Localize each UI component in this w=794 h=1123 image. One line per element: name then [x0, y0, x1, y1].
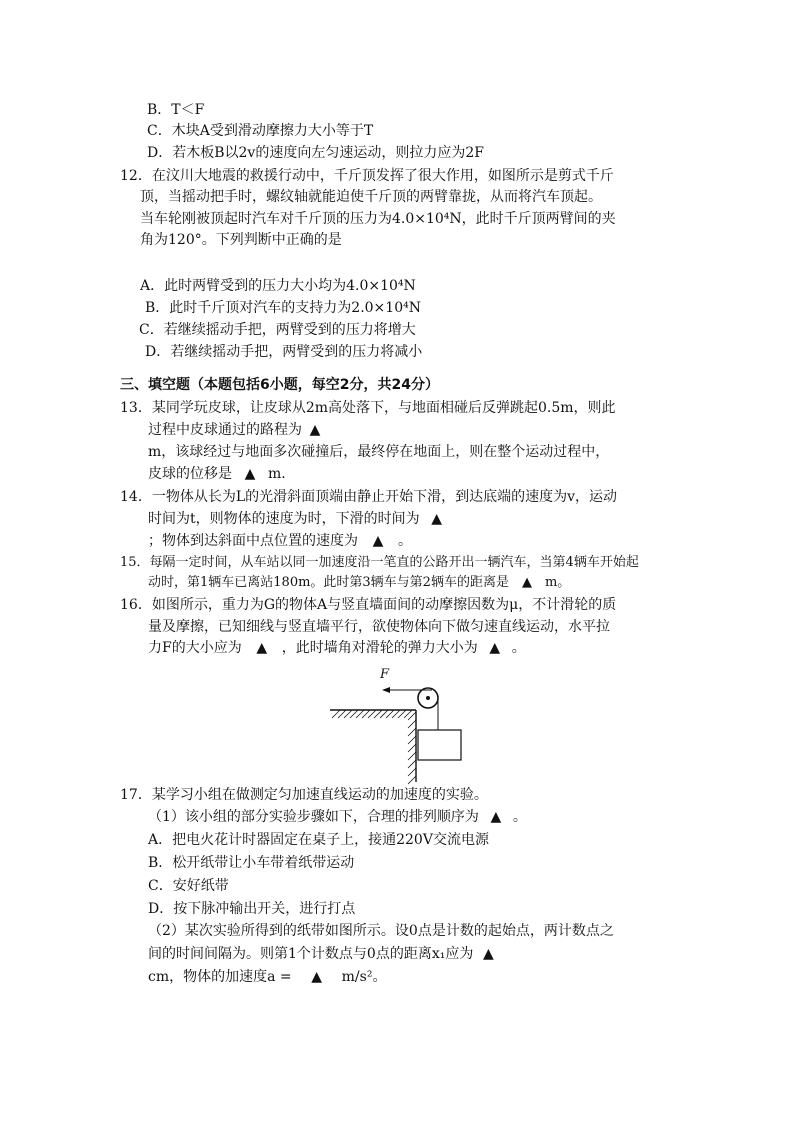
q17-step-a: A．把电火花计时器固定在桌子上，接通220V交流电源 — [148, 832, 489, 848]
section-heading: 三、填空题（本题包括6小题，每空2分，共24分） — [120, 377, 439, 393]
wall-hatch — [408, 712, 416, 784]
q13-line-1: 13．某同学玩皮球，让皮球从2m高处落下，与地面相碰后反弹跳起0.5m，则此 — [120, 400, 616, 416]
q17-part-2-line-2: 间的时间间隔为。则第1个计数点与0点的距离x₁应为 ▲ — [148, 944, 503, 964]
q17-step-b: B．松开纸带让小车带着纸带运动 — [148, 855, 355, 871]
block-a — [418, 730, 461, 760]
answer-blank: ▲ — [521, 575, 532, 590]
q17-line-1: 17．某学习小组在做测定匀加速直线运动的加速度的实验。 — [120, 787, 488, 803]
q17-part-2-line-3: cm，物体的加速度a = ▲ m/s²。 — [148, 969, 387, 985]
q17-part-1: （1）该小组的部分实验步骤如下，合理的排列顺序为 ▲ 。 — [148, 809, 527, 825]
q16-line-1: 16．如图所示，重力为G的物体A与竖直墙面间的动摩擦因数为μ，不计滑轮的质 — [120, 597, 617, 613]
q16-line-2: 量及摩擦，已知细线与竖直墙平行，欲使物体向下做匀速直线运动，水平拉 — [148, 619, 610, 635]
answer-blank: ▲ — [309, 422, 321, 438]
q13-line-2: 过程中皮球通过的路程为 ▲ — [148, 420, 328, 440]
q12-line-3: 当车轮刚被顶起时汽车对千斤顶的压力为4.0×10⁴N，此时千斤顶两臂间的夹 — [140, 211, 616, 227]
q11-option-d: D．若木板B以2v的速度向左匀速运动，则拉力应为2F — [147, 145, 484, 161]
force-f-label: F — [380, 667, 390, 682]
answer-blank: ▲ — [244, 466, 256, 482]
q14-line-1: 14．一物体从长为L的光滑斜面顶端由静止开始下滑，到达底端的速度为v，运动 — [120, 489, 618, 505]
q11-option-b: B．T＜F — [147, 102, 205, 118]
answer-blank: ▲ — [372, 533, 384, 549]
q17-step-c: C．安好纸带 — [148, 878, 229, 894]
answer-blank: ▲ — [311, 969, 323, 985]
pulley-wall-figure — [320, 662, 480, 786]
q12-line-2: 顶，当摇动把手时，螺纹轴就能迫使千斤顶的两臂靠拢，从而将汽车顶起。 — [140, 189, 602, 205]
answer-blank: ▲ — [490, 809, 502, 825]
q13-line-4: 皮球的位移是 ▲ m. — [148, 466, 286, 482]
q12-option-b: B．此时千斤顶对汽车的支持力为2.0×10⁴N — [145, 300, 421, 316]
answer-blank: ▲ — [256, 640, 268, 656]
q12-option-c: C．若继续摇动手把，两臂受到的压力将增大 — [139, 322, 416, 338]
answer-blank: ▲ — [489, 640, 501, 656]
q17-step-d: D．按下脉冲输出开关，进行打点 — [148, 901, 356, 917]
q12-line-1: 12．在汶川大地震的救援行动中，千斤顶发挥了很大作用，如图所示是剪式千斤 — [120, 168, 614, 184]
q15-line-1: 15．每隔一定时间，从车站以同一加速度沿一笔直的公路开出一辆汽车，当第4辆车开始起 — [120, 555, 639, 570]
ceiling-hatch — [332, 710, 412, 718]
answer-blank: ▲ — [431, 511, 443, 527]
arrow-head — [382, 687, 390, 693]
q14-line-2: 时间为t，则物体的速度为时，下滑的时间为 ▲ — [148, 509, 454, 529]
q17-part-2: （2）某次实验所得到的纸带如图所示。设0点是计数的起始点，两计数点之 — [148, 923, 614, 939]
q16-line-3: 力F的大小应为 ▲ ，此时墙角对滑轮的弹力大小为 ▲ 。 — [148, 640, 526, 656]
q15-line-2: 动时，第1辆车已离站180m。此时第3辆车与第2辆车的距离是 ▲ m。 — [148, 573, 570, 593]
q11-option-c: C．木块A受到滑动摩擦力大小等于T — [147, 123, 374, 139]
q12-line-4: 角为120°。下列判断中正确的是 — [140, 232, 342, 248]
q12-option-a: A．此时两臂受到的压力大小均为4.0×10⁴N — [140, 278, 416, 294]
q14-line-3: ；物体到达斜面中点位置的速度为 ▲ 。 — [148, 533, 412, 549]
q12-option-d: D．若继续摇动手把，两臂受到的压力将减小 — [145, 344, 423, 360]
answer-blank: ▲ — [482, 946, 494, 962]
q13-line-3: m，该球经过与地面多次碰撞后，最终停在地面上，则在整个运动过程中， — [148, 444, 610, 460]
